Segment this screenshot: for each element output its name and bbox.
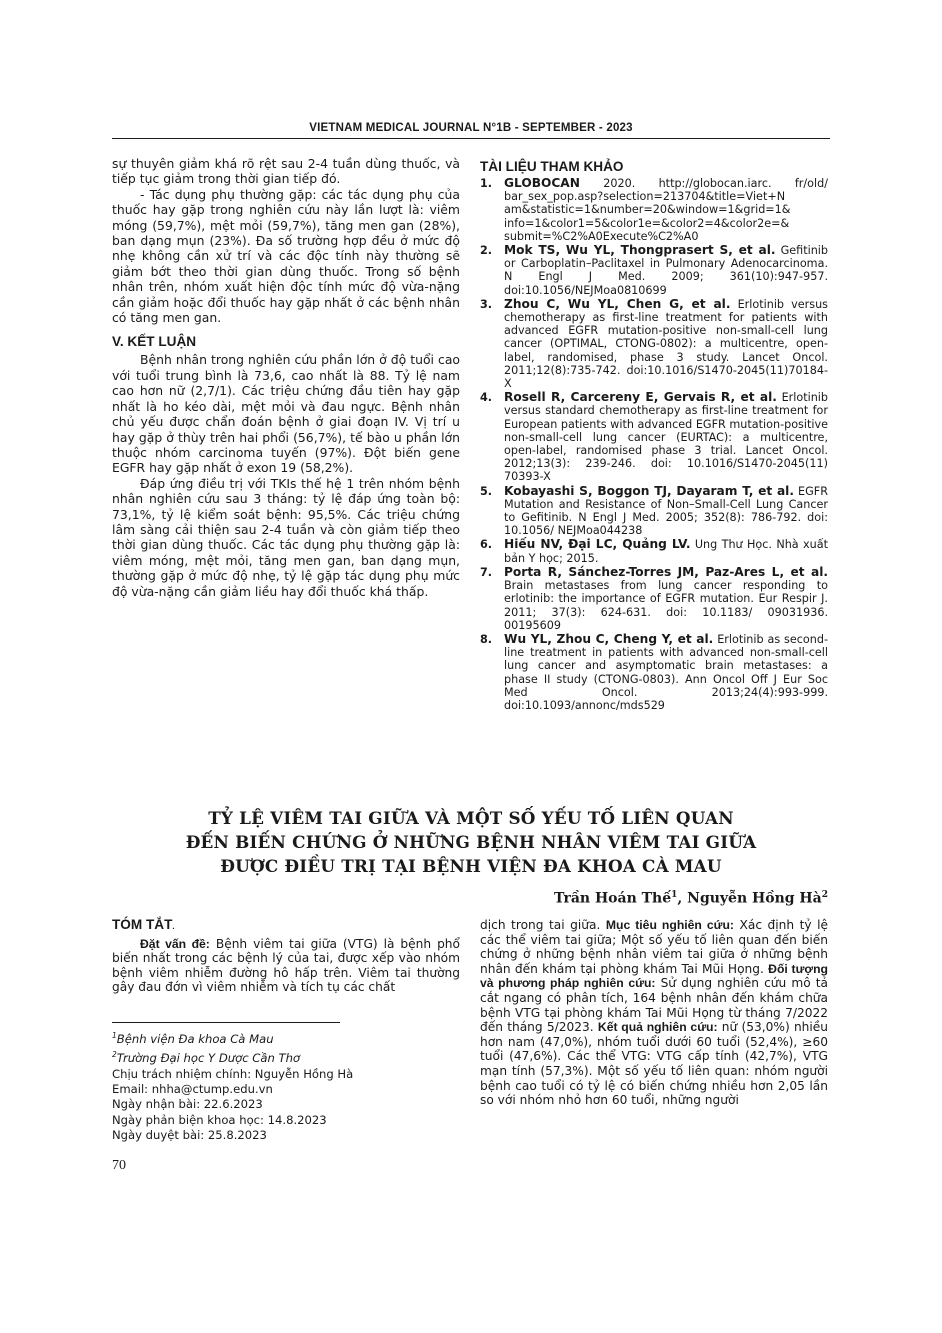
author-separator: , xyxy=(677,890,688,907)
reference-text: Gefitinib or Carboplatin–Paclitaxel in Pulmonary Adenocarcinoma. N Engl J Med. 2009; 361(10):947-957. doi:10.1056/NEJMoa0810699 xyxy=(504,244,829,297)
affiliation xyxy=(112,1047,460,1066)
affiliation-text: Bệnh viện Đa khoa Cà Mau xyxy=(116,1031,274,1046)
reference-list xyxy=(480,177,828,712)
abstract-paragraph xyxy=(480,918,828,1108)
reference-number: 6. xyxy=(480,538,493,552)
affiliation-marker: 2 xyxy=(112,1050,117,1060)
reference-authors: GLOBOCAN xyxy=(504,176,580,190)
section-heading: V. KẾT LUẬN xyxy=(112,334,197,350)
reference-authors: Porta R, Sánchez-Torres JM, Paz-Ares L, et al. xyxy=(504,564,828,579)
reference-number: 7. xyxy=(480,565,493,579)
affiliation-marker: 1 xyxy=(112,1031,117,1040)
affiliation-text: Trường Đại học Y Dược Cần Thơ xyxy=(116,1051,301,1066)
date-received: Ngày nhận bài: 22.6.2023 xyxy=(112,1097,263,1112)
reference-item xyxy=(480,485,828,538)
abstract-label: Đặt vấn đề: xyxy=(140,936,210,951)
references-column xyxy=(480,158,828,713)
reference-item xyxy=(480,244,828,297)
reference-authors: Hiếu NV, Đại LC, Quảng LV. xyxy=(504,537,691,552)
reference-authors: Wu YL, Zhou C, Cheng Y, et al. xyxy=(504,631,714,646)
reference-item xyxy=(480,538,828,564)
author-name: Nguyễn Hồng Hà xyxy=(687,890,822,907)
references-heading: TÀI LIỆU THAM KHẢO xyxy=(480,159,624,174)
paragraph: Đáp ứng điều trị với TKIs thế hệ 1 trên nhóm bệnh nhân nghiên cứu sau 3 tháng: tỷ lệ đáp ứng toàn bộ: 73,1%, tỷ lệ kiểm soát bệnh: 95,5%. Các triệu chứng lâm sàng cải thiện sau 2-4 tuần và còn giảm tiếp theo thời gian dùng thuốc. Các tác dụng phụ thường gặp là: viêm móng, mệt mỏi, tăng men gan, ban dạng mụn, thường gặp ở mức độ nhẹ, tỷ lệ gặp tác dụng phụ mức độ vừa-nặng cần giảm liều hay đổi thuốc khá thấp. xyxy=(112,475,460,599)
affiliation-marker: 1 xyxy=(671,890,678,900)
email: Email: nhha@ctump.edu.vn xyxy=(112,1081,273,1096)
paragraph: Bệnh nhân trong nghiên cứu phần lớn ở độ tuổi cao với tuổi trung bình là 73,6, cao nhất là 88. Tỷ lệ nam cao hơn nữ (2,7/1). Các triệu chứng đầu tiên hay gặp nhất là ho kéo dài, mệt mỏi và đau ngực. Bệnh nhân chủ yếu được chẩn đoán bệnh ở giai đoạn IV. Vị trí u hay gặp ở thùy trên hai phổi (56,7%), tế bào u phần lớn thuộc nhóm carcinoma tuyến (97%). Đột biến gene EGFR hay gặp nhất ở exon 19 (58,2%). xyxy=(112,352,460,476)
corresponding-author: Chịu trách nhiệm chính: Nguyễn Hồng Hà xyxy=(112,1066,354,1081)
abstract-text: Xác định tỷ lệ các thể viêm tai giữa; Một số yếu tố liên quan đến biến chứng ở những bệnh nhân viêm tai giữa ở những bệnh nhân đến khám tại phòng khám Tai Mũi Họng. xyxy=(480,918,828,976)
reference-number: 1. xyxy=(480,177,493,190)
reference-number: 2. xyxy=(480,244,493,258)
abstract-left xyxy=(112,918,460,995)
reference-number: 5. xyxy=(480,484,493,498)
reference-item xyxy=(480,391,828,483)
article-title-line: ĐẾN BIẾN CHỨNG Ở NHỮNG BỆNH NHÂN VIÊM TAI GIỮA xyxy=(185,832,757,852)
paragraph: sự thuyên giảm khá rõ rệt sau 2-4 tuần dùng thuốc, và tiếp tục giảm trong thời gian tiếp đó. xyxy=(112,156,460,187)
author-name: Trần Hoán Thế xyxy=(554,890,672,907)
footnotes xyxy=(112,1028,460,1144)
reference-authors: Kobayashi S, Boggon TJ, Dayaram T, et al. xyxy=(504,483,794,498)
abstract-text: dịch trong tai giữa. xyxy=(480,918,606,932)
reference-text: Brain metastases from lung cancer responding to erlotinib: the importance of EGFR mutation. Eur Respir J. 2011; 37(3): 624-631. doi: 10.1183/ 09031936. 00195609 xyxy=(504,579,828,632)
reference-authors: Rosell R, Carcereny E, Gervais R, et al. xyxy=(504,390,777,405)
reference-item xyxy=(480,298,828,390)
reference-item xyxy=(480,633,828,712)
abstract-text: nữ (53,0%) nhiều hơn nam (47,0%), nhóm tuổi dưới 60 tuổi (52,4%), ≥60 tuổi (47,6%). Các thể VTG: VTG cấp tính (42,7%), VTG mạn tính (57,3%). Một số yếu tố liên quan: nhóm người bệnh cao tuổi có tỷ lệ có biến chứng nhiều hơn 2,05 lần so với nhóm nhỏ hơn 60 tuổi, những người xyxy=(480,1020,829,1108)
reference-text: Erlotinib versus standard chemotherapy as first-line treatment for European patients with advanced EGFR mutation-positive non-small-cell lung cancer (EURTAC): a multicentre, open-label, randomised phase 3 trial. Lancet Oncol. 2012;13(3): 239-246. doi: 10.1016/S1470-2045(11) 70393-X xyxy=(504,391,828,484)
article-title xyxy=(112,806,830,878)
abstract-heading-text: TÓM TẮT xyxy=(112,917,173,932)
reference-authors: Zhou C, Wu YL, Chen G, et al. xyxy=(504,296,731,311)
abstract-text: Bệnh viêm tai giữa (VTG) là bệnh phổ biến nhất trong các bệnh lý của tai, được xếp vào nhóm bệnh viêm nhiễm đường hô hấp trên. Viêm tai thường gây đau đớn vì viêm nhiễm và tích tụ các chất xyxy=(112,936,460,995)
reference-number: 8. xyxy=(480,632,493,646)
left-column xyxy=(112,156,460,599)
abstract-text: Sử dụng nghiên cứu mô tả cắt ngang có phân tích, 164 bệnh nhân đến khám chữa bệnh VTG tại phòng khám Tai Mũi Họng từ tháng 7/2022 đến tháng 5/2023. xyxy=(480,976,829,1035)
affiliation-marker: 2 xyxy=(821,890,828,900)
article-title-line: ĐƯỢC ĐIỀU TRỊ TẠI BỆNH VIỆN ĐA KHOA CÀ MAU xyxy=(220,856,722,876)
date-reviewed: Ngày phản biện khoa học: 14.8.2023 xyxy=(112,1112,327,1127)
abstract-heading-dot: . xyxy=(172,922,175,931)
running-header: VIETNAM MEDICAL JOURNAL N°1B - SEPTEMBER - 2023 xyxy=(309,122,633,134)
reference-text: Erlotinib versus chemotherapy as first-line treatment for patients with advanced EGFR mutation-positive non-small-cell lung cancer (OPTIMAL, CTONG-0802): a multicentre, open-label, randomised, phase 3 study. Lancet Oncol. 2011;12(8):735-742. doi:10.1016/S1470-2045(11)70184-X xyxy=(504,297,828,391)
article-title-line: TỶ LỆ VIÊM TAI GIỮA VÀ MỘT SỐ YẾU TỐ LIÊN QUAN xyxy=(208,808,734,828)
reference-authors: Mok TS, Wu YL, Thongprasert S, et al. xyxy=(504,243,776,258)
affiliation xyxy=(112,1028,460,1047)
date-accepted: Ngày duyệt bài: 25.8.2023 xyxy=(112,1128,267,1143)
reference-text: 2020. http://globocan.iarc. fr/old/ bar_sex_pop.asp?selection=213704&title=Viet+N am&statistic=1&number=20&window=1&grid=1& info=1&color1=5&color1e=&color2=4&color2e=& submit=%C2%A0Execute%C2%A0 xyxy=(504,177,828,243)
page-number: 70 xyxy=(112,1158,126,1173)
reference-number: 3. xyxy=(480,297,493,311)
reference-text: Ung Thư Học. Nhà xuất bản Y học; 2015. xyxy=(504,538,828,565)
abstract-label: Mục tiêu nghiên cứu: xyxy=(605,918,734,932)
footnote-rule xyxy=(112,1022,340,1023)
reference-number: 4. xyxy=(480,391,493,405)
paragraph: - Tác dụng phụ thường gặp: các tác dụng phụ của thuốc hay gặp trong nghiên cứu này lần lượt là: viêm móng (59,7%), mệt mỏi (59,7%), tăng men gan (28%), ban dạng mụn (23%). Đa số trường hợp đều ở mức độ nhẹ không cần xử trí và các độc tính này thường sẽ giảm bớt theo thời gian dùng thuốc. Trong số bệnh nhân trên, nhóm xuất hiện độc tính mức độ vừa-nặng cần giảm hoặc đổi thuốc hay gặp nhất ở các bệnh nhân có tăng men gan. xyxy=(112,186,460,326)
abstract-label: Kết quả nghiên cứu: xyxy=(597,1020,718,1035)
reference-item xyxy=(480,177,828,243)
abstract-label: Đối tượng và phương pháp nghiên cứu: xyxy=(480,961,828,991)
abstract-heading xyxy=(112,918,460,935)
reference-item xyxy=(480,566,828,632)
reference-text: EGFR Mutation and Resistance of Non–Small-Cell Lung Cancer to Gefitinib. N Engl J Med. 2005; 352(8): 786-792. doi: 10.1056/ NEJMoa044238 xyxy=(504,484,828,538)
author-line xyxy=(480,890,828,907)
reference-text: Erlotinib as second-line treatment in patients with advanced non-small-cell lung cancer and asymptomatic brain metastases: a phase II study (CTONG-0803). Ann Oncol Off J Eur Soc Med Oncol. 2013;24(4):993-999. doi:10.1093/annonc/mds529 xyxy=(504,632,828,712)
abstract-paragraph xyxy=(112,937,460,995)
header-rule xyxy=(112,138,830,139)
abstract-right xyxy=(480,918,828,1108)
